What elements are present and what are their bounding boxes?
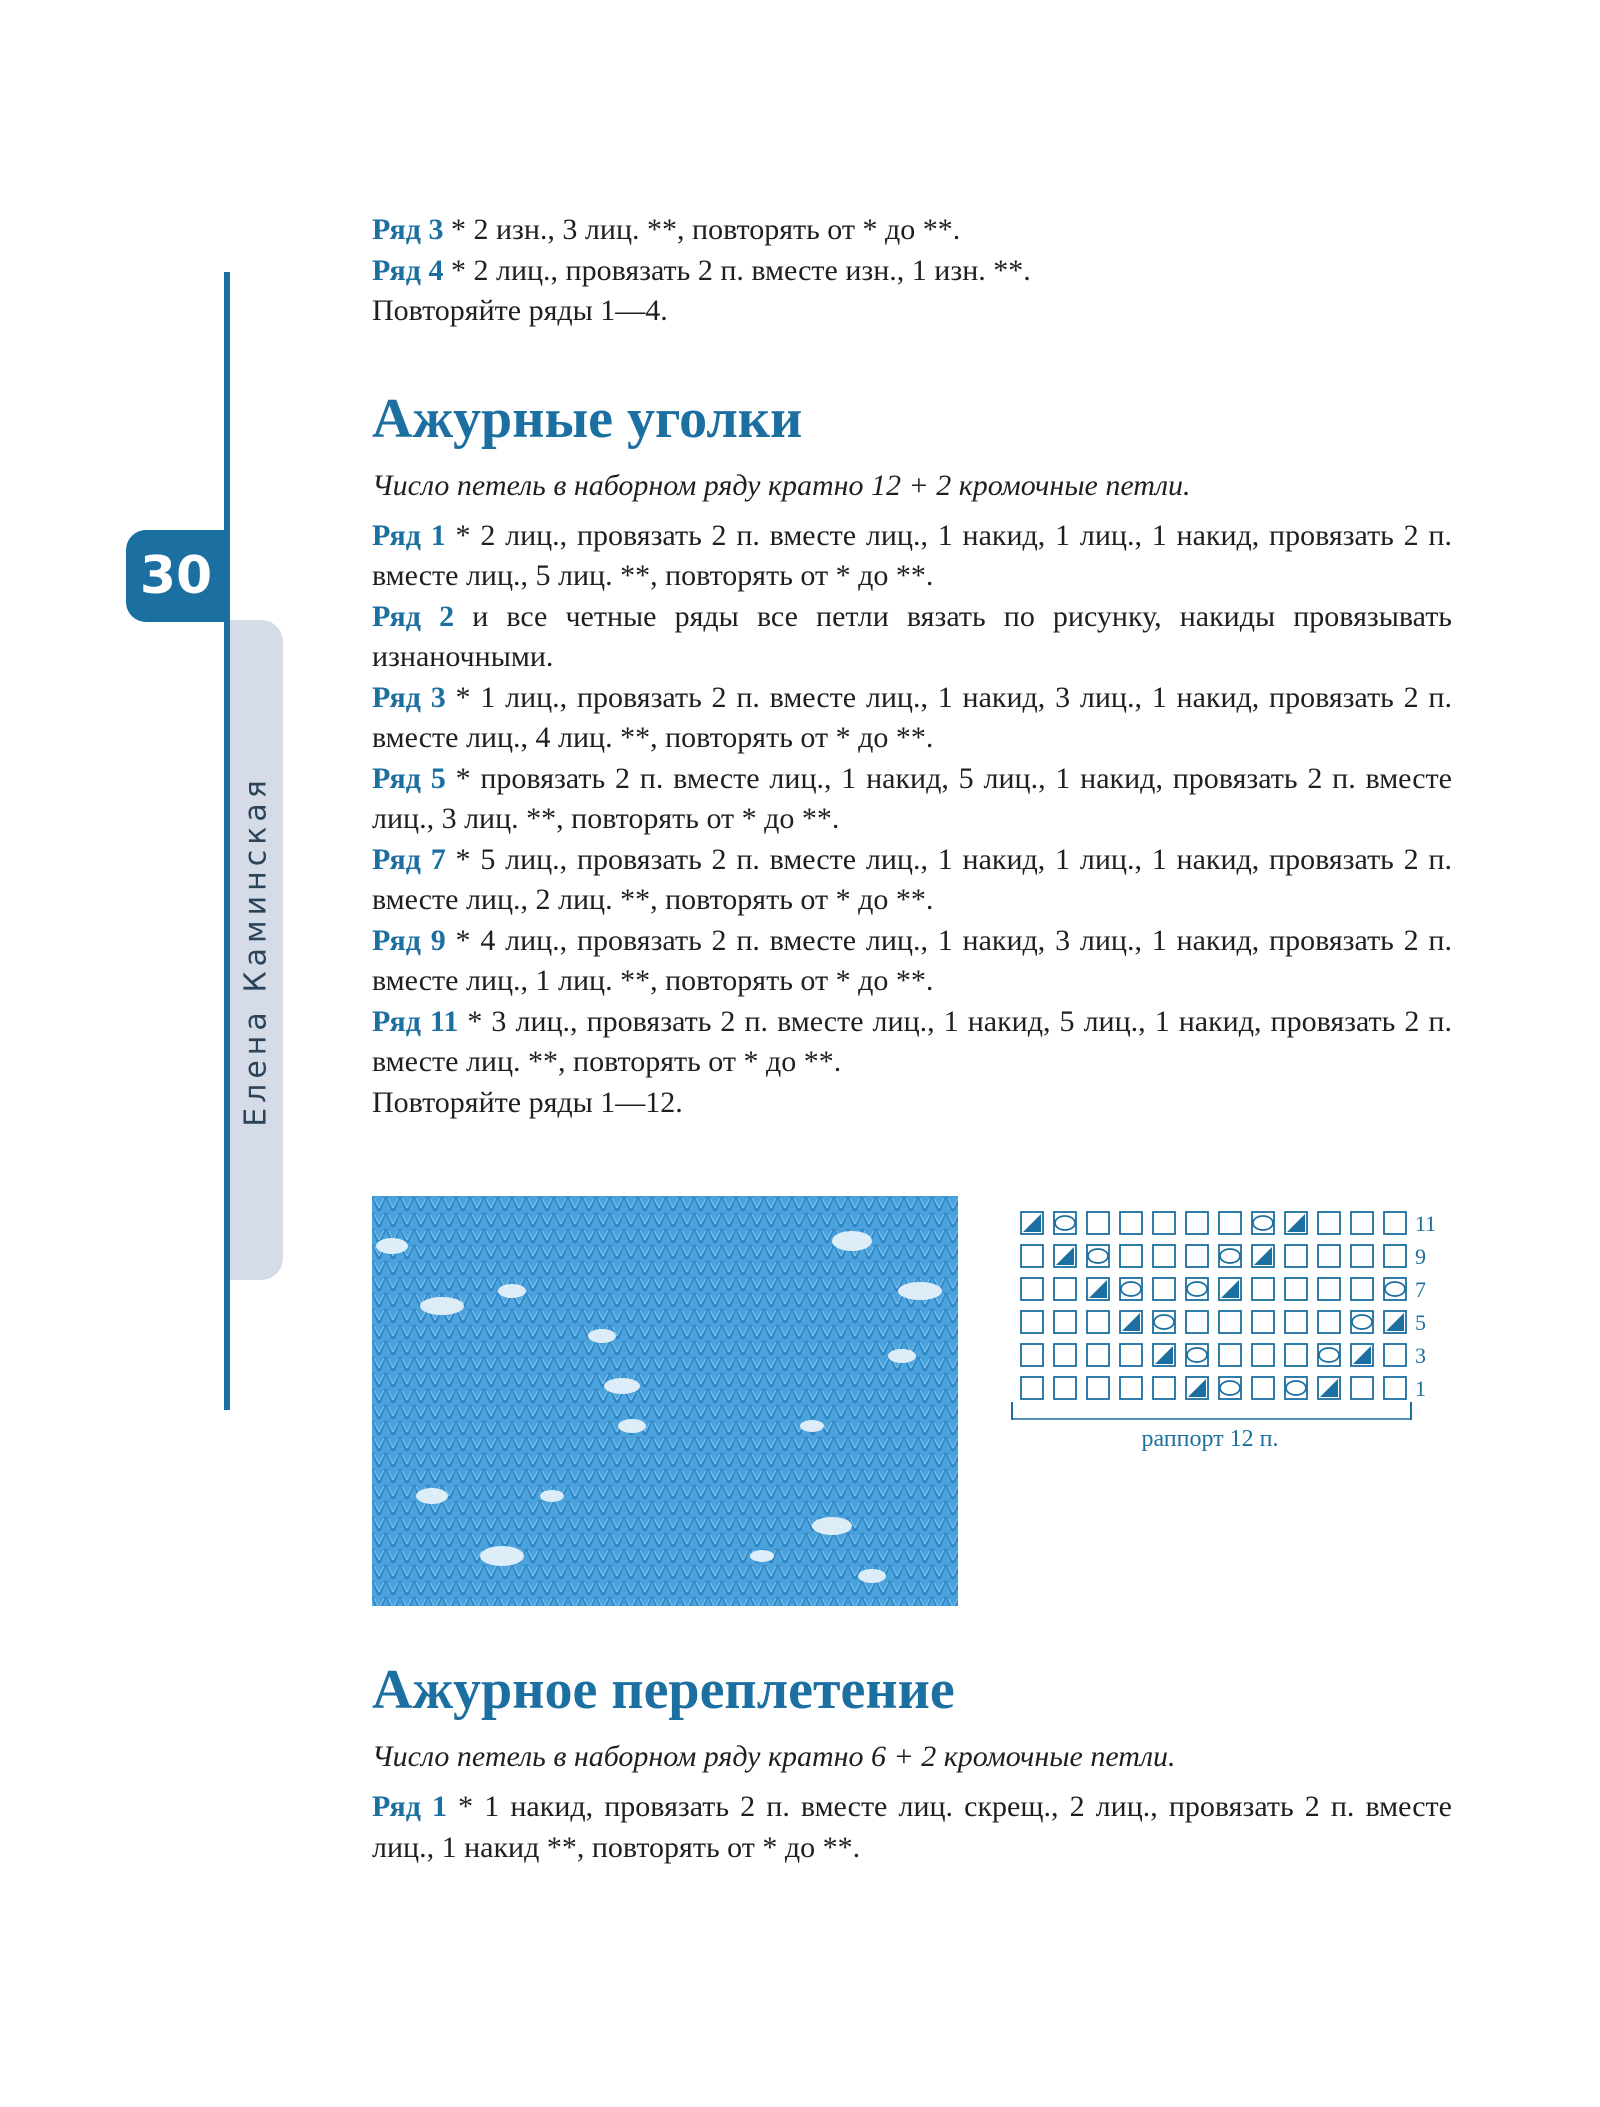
instruction-row	[372, 678, 1452, 759]
chart-cell	[1252, 1344, 1274, 1366]
row-text: и все четные ряды все петли вязать по рисунку, накиды провязывать изнаночными.	[372, 599, 1452, 673]
row-text: * 1 накид, провязать 2 п. вместе лиц. скрещ., 2 лиц., провязать 2 п. вместе лиц., 1 накид **, повторять от * до **.	[372, 1790, 1452, 1864]
row-label: Ряд 2	[372, 599, 455, 633]
yarn-over-symbol	[1385, 1282, 1405, 1296]
yarn-over-symbol	[1187, 1348, 1207, 1362]
instruction-row	[372, 759, 1452, 840]
row-text: * 3 лиц., провязать 2 п. вместе лиц., 1 накид, 5 лиц., 1 накид, провязать 2 п. вместе лиц. **, повторять от * до **.	[372, 1004, 1452, 1078]
row-text: * 1 лиц., провязать 2 п. вместе лиц., 1 накид, 3 лиц., 1 накид, провязать 2 п. вместе лиц., 4 лиц. **, повторять от * до **.	[372, 680, 1452, 754]
yarn-over-symbol	[1121, 1282, 1141, 1296]
chart-cell	[1153, 1212, 1175, 1234]
instruction-row	[372, 516, 1452, 597]
chart-cell	[1384, 1377, 1406, 1399]
chart-cell	[1186, 1245, 1208, 1267]
row-label: Ряд 4	[372, 253, 444, 287]
page-content	[372, 210, 1452, 1123]
row-label: Ряд 5	[372, 761, 446, 795]
row-text: * 2 лиц., провязать 2 п. вместе лиц., 1 накид, 1 лиц., 1 накид, провязать 2 п. вместе лиц., 5 лиц. **, повторять от * до **.	[372, 518, 1452, 592]
chart-cell	[1252, 1377, 1274, 1399]
chart-cell	[1252, 1278, 1274, 1300]
chart-cell	[1054, 1311, 1076, 1333]
row-text: * провязать 2 п. вместе лиц., 1 накид, 5 лиц., 1 накид, провязать 2 п. вместе лиц., 3 лиц. **, повторять от * до **.	[372, 761, 1452, 835]
rapport-label: раппорт 12 п.	[1141, 1426, 1279, 1452]
page-number: 30	[126, 530, 226, 622]
yarn-over-symbol	[1187, 1282, 1207, 1296]
instructions-list	[372, 516, 1452, 1124]
row-label: Ряд 1	[372, 518, 446, 552]
yarn-over-symbol	[1319, 1348, 1339, 1362]
row-label: Ряд 3	[372, 680, 446, 714]
section-title: Ажурные уголки	[372, 387, 803, 450]
row-number: 11	[1415, 1211, 1437, 1236]
chart-cell	[1285, 1278, 1307, 1300]
yarn-over-symbol	[1286, 1381, 1306, 1395]
yarn-over-symbol	[1055, 1216, 1075, 1230]
chart-cell	[1021, 1278, 1043, 1300]
chart-cell	[1021, 1245, 1043, 1267]
chart-cell	[1186, 1311, 1208, 1333]
row-number: 7	[1415, 1277, 1426, 1302]
chart-cell	[1285, 1311, 1307, 1333]
chart-cell	[1087, 1212, 1109, 1234]
yarn-over-symbol	[1352, 1315, 1372, 1329]
instruction-row	[372, 1787, 1452, 1868]
chart-cell	[1384, 1245, 1406, 1267]
chart-cell	[1021, 1344, 1043, 1366]
chart-cell	[1120, 1377, 1142, 1399]
chart-cell	[1318, 1278, 1340, 1300]
section-two	[372, 1655, 1452, 1868]
row-label: Ряд 1	[372, 1790, 448, 1823]
knitting-swatch-photo	[372, 1196, 958, 1606]
chart-cell	[1318, 1311, 1340, 1333]
chart-cell	[1021, 1311, 1043, 1333]
chart-cell	[1087, 1344, 1109, 1366]
yarn-over-symbol	[1088, 1249, 1108, 1263]
stitch-chart	[1010, 1200, 1450, 1470]
row-text: * 4 лиц., провязать 2 п. вместе лиц., 1 накид, 3 лиц., 1 накид, провязать 2 п. вместе лиц., 1 лиц. **, повторять от * до **.	[372, 923, 1452, 997]
chart-cell	[1219, 1212, 1241, 1234]
chart-cell	[1087, 1311, 1109, 1333]
chart-cell	[1351, 1278, 1373, 1300]
repeat-note: Повторяйте ряды 1—12.	[372, 1085, 683, 1119]
section-intro: Число петель в наборном ряду кратно 12 + 2 кромочные петли.	[372, 468, 1191, 502]
section-title: Ажурное переплетение	[372, 1659, 955, 1721]
chart-cell	[1120, 1245, 1142, 1267]
chart-cell	[1384, 1212, 1406, 1234]
chart-cell	[1021, 1377, 1043, 1399]
yarn-over-symbol	[1154, 1315, 1174, 1329]
instruction-row	[372, 1002, 1452, 1083]
row-number: 1	[1415, 1376, 1426, 1401]
chart-cell	[1186, 1212, 1208, 1234]
row-label: Ряд 9	[372, 923, 446, 957]
instruction-row	[372, 597, 1452, 678]
row-text: * 5 лиц., провязать 2 п. вместе лиц., 1 накид, 1 лиц., 1 накид, провязать 2 п. вместе лиц., 2 лиц. **, повторять от * до **.	[372, 842, 1452, 916]
row-number: 5	[1415, 1310, 1426, 1335]
chart-cell	[1351, 1212, 1373, 1234]
chart-cell	[1120, 1344, 1142, 1366]
chart-cell	[1087, 1377, 1109, 1399]
yarn-over-symbol	[1220, 1381, 1240, 1395]
row-label: Ряд 7	[372, 842, 446, 876]
chart-cell	[1285, 1245, 1307, 1267]
chart-cell	[1219, 1344, 1241, 1366]
row-text: * 2 изн., 3 лиц. **, повторять от * до **.	[443, 213, 961, 246]
instruction-row	[372, 210, 1452, 251]
row-text: * 2 лиц., провязать 2 п. вместе изн., 1 изн. **.	[443, 253, 1031, 287]
row-number: 9	[1415, 1244, 1426, 1269]
section-intro: Число петель в наборном ряду кратно 6 + 2 кромочные петли.	[372, 1740, 1176, 1773]
chart-cell	[1252, 1311, 1274, 1333]
row-label: Ряд 11	[372, 1004, 459, 1038]
chart-cell	[1153, 1245, 1175, 1267]
chart-cell	[1219, 1311, 1241, 1333]
instruction-row	[372, 251, 1452, 292]
chart-cell	[1153, 1377, 1175, 1399]
row-number: 3	[1415, 1343, 1426, 1368]
chart-cell	[1054, 1377, 1076, 1399]
chart-cell	[1384, 1344, 1406, 1366]
yarn-over-symbol	[1253, 1216, 1273, 1230]
swatch-image	[372, 1196, 958, 1606]
chart-cell	[1318, 1212, 1340, 1234]
chart-cell	[1120, 1212, 1142, 1234]
chart-grid	[1010, 1200, 1450, 1420]
yarn-over-symbol	[1220, 1249, 1240, 1263]
instruction-row	[372, 840, 1452, 921]
chart-cell	[1351, 1245, 1373, 1267]
instruction-row	[372, 921, 1452, 1002]
chart-cell	[1054, 1278, 1076, 1300]
chart-cell	[1054, 1344, 1076, 1366]
chart-cell	[1285, 1344, 1307, 1366]
author-name: Елена Каминская	[238, 775, 274, 1127]
row-label: Ряд 3	[372, 213, 444, 246]
chart-cell	[1318, 1245, 1340, 1267]
chart-cell	[1351, 1377, 1373, 1399]
chart-cell	[1153, 1278, 1175, 1300]
repeat-note: Повторяйте ряды 1—4.	[372, 294, 668, 327]
